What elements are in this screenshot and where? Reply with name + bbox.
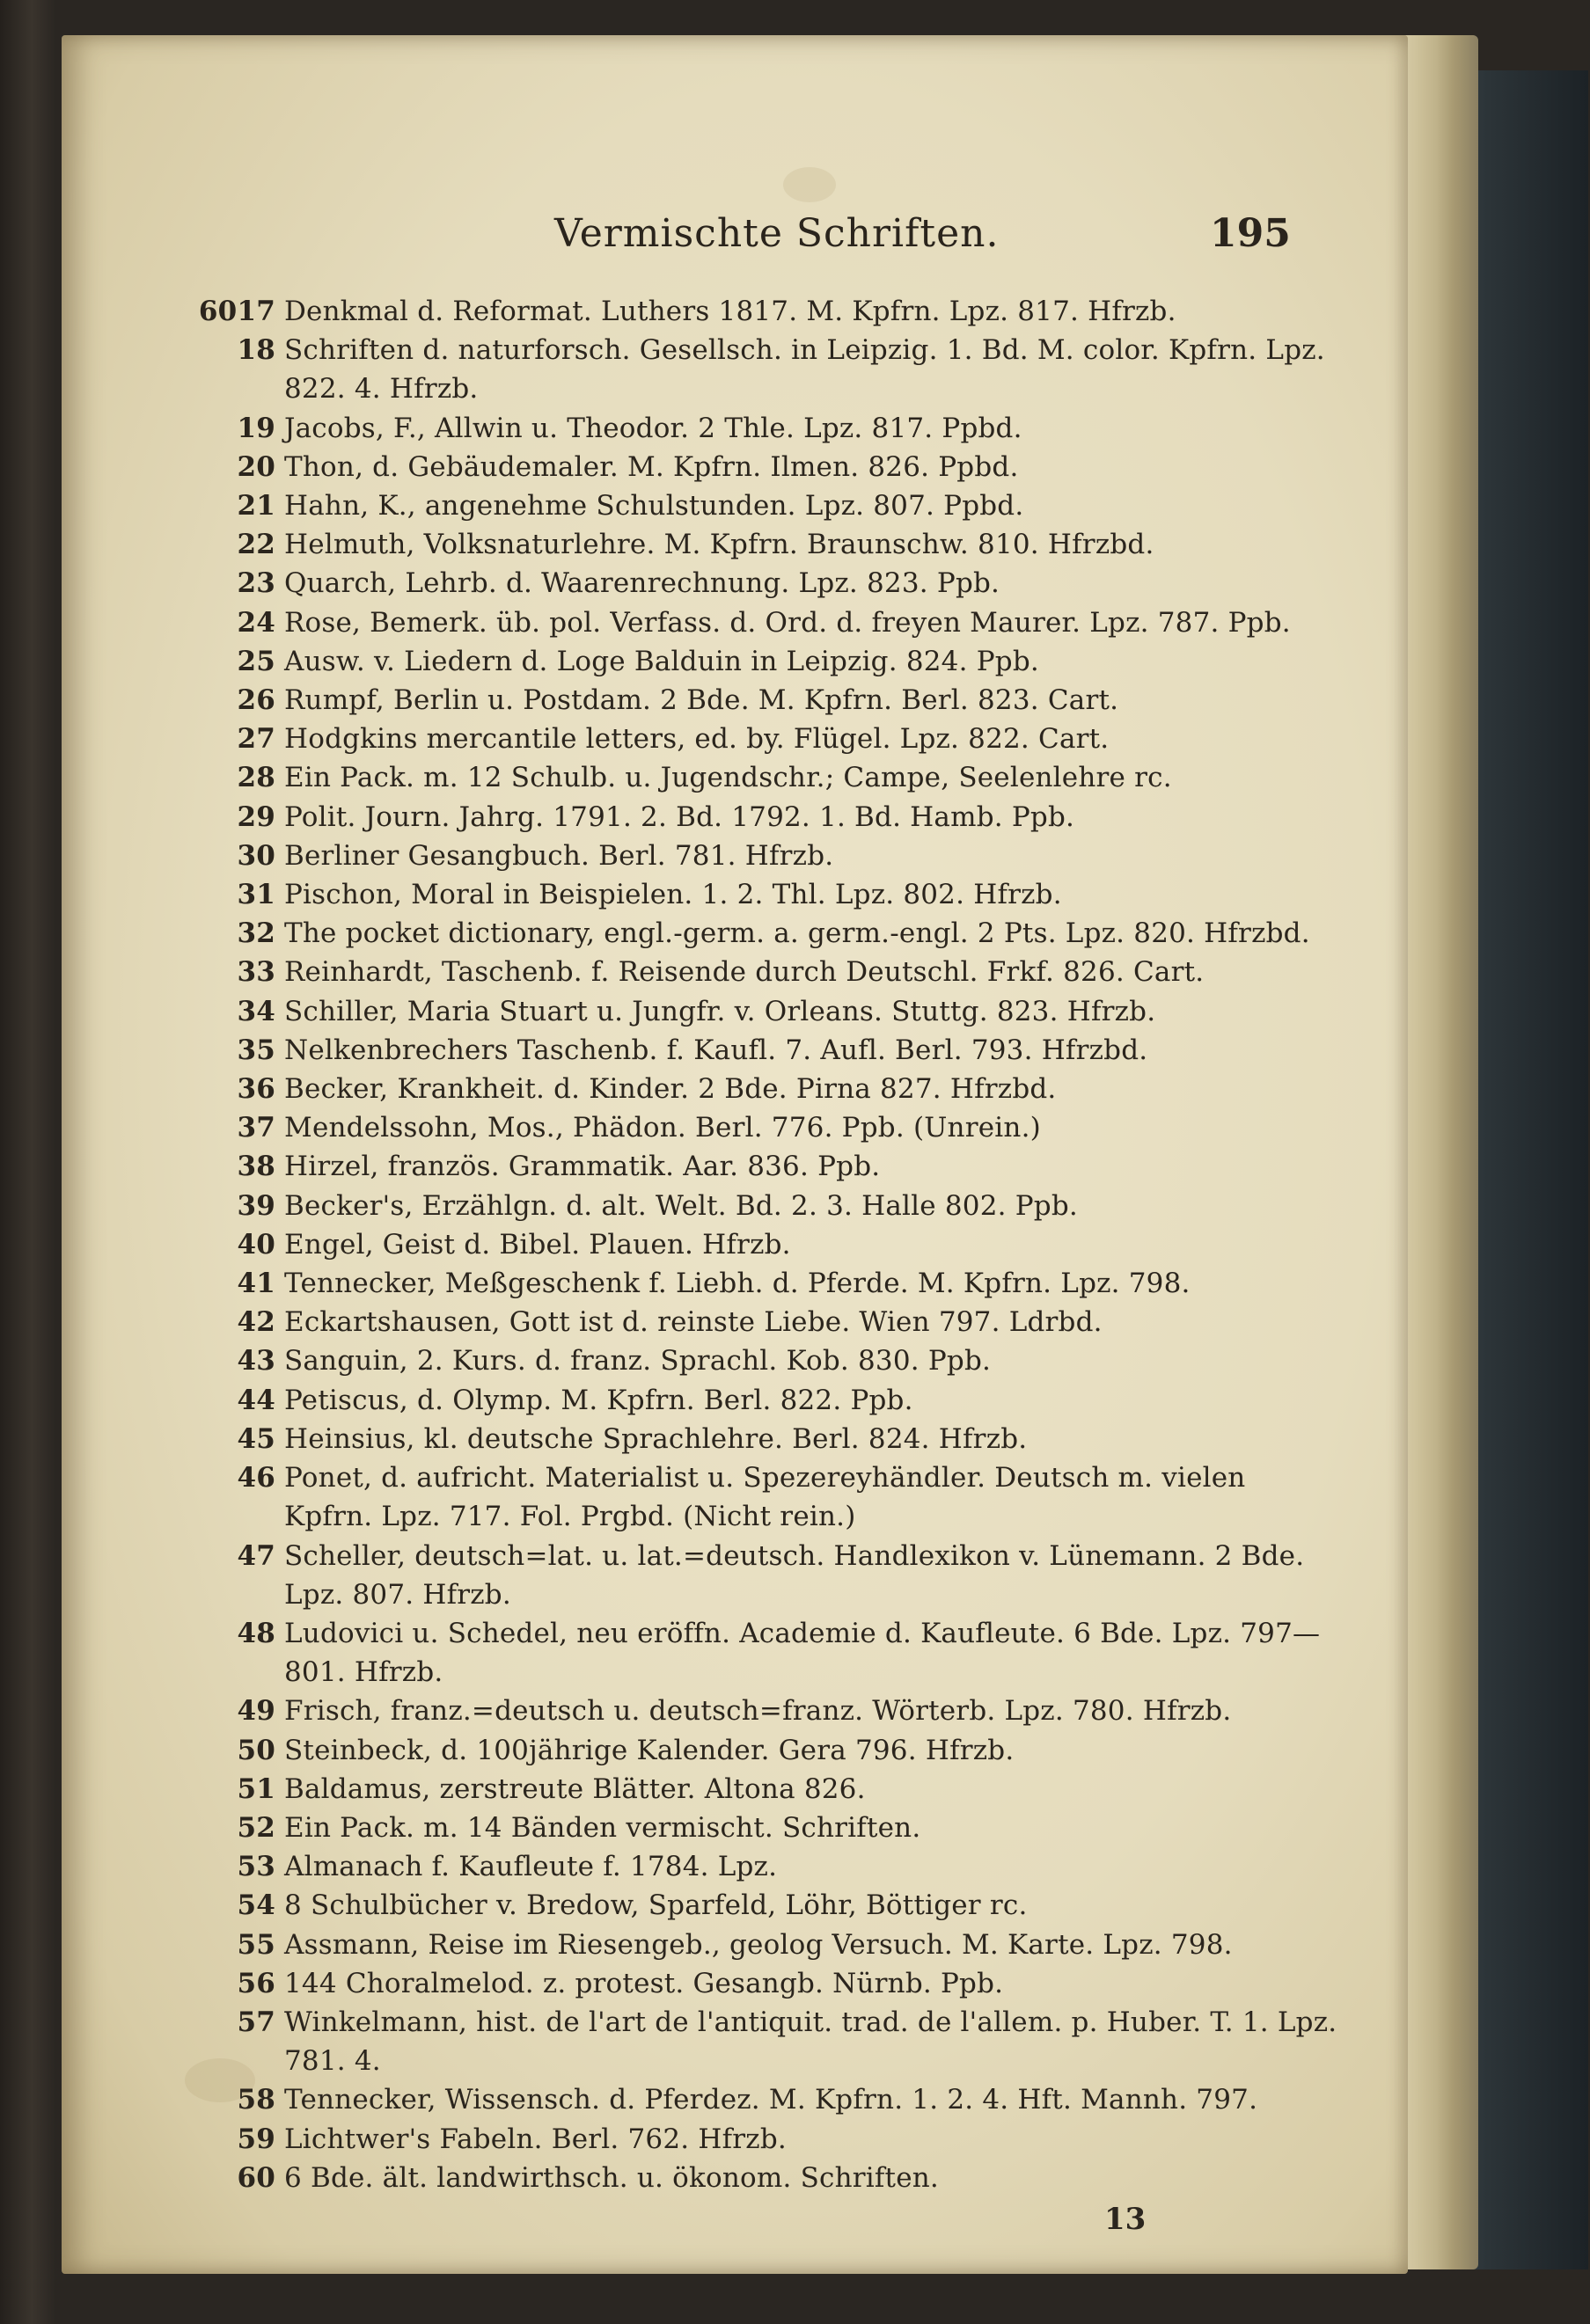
catalog-entry (198, 1147, 1342, 1186)
entry-number: 6017 (198, 296, 275, 327)
foxing-stain (783, 167, 836, 202)
entry-text: Assmann, Reise im Riesengeb., geolog Versuch. M. Karte. Lpz. 798. (284, 1928, 1233, 1961)
entry-text: Steinbeck, d. 100jährige Kalender. Gera 796. Hfrzb. (284, 1734, 1015, 1766)
catalog-entry (198, 331, 1342, 408)
entry-number: 58 (237, 2084, 275, 2116)
entry-text: Pischon, Moral in Beispielen. 1. 2. Thl. Lpz. 802. Hfrzb. (284, 879, 1062, 911)
entry-number: 35 (237, 1034, 275, 1066)
entry-text: Ludovici u. Schedel, neu eröffn. Academie d. Kaufleute. 6 Bde. Lpz. 797—801. Hfrzb. (284, 1617, 1321, 1689)
entry-text: Ausw. v. Liedern d. Loge Balduin in Leipzig. 824. Ppb. (284, 645, 1039, 677)
catalog-entry (198, 2003, 1342, 2080)
entry-text: 6 Bde. ält. landwirthsch. u. ökonom. Schriften. (284, 2161, 939, 2194)
entry-text: Helmuth, Volksnaturlehre. M. Kpfrn. Braunschw. 810. Hfrzbd. (284, 529, 1154, 561)
entry-number: 48 (237, 1617, 275, 1649)
catalog-entry (198, 1614, 1342, 1692)
entry-number: 53 (237, 1851, 275, 1883)
entry-number: 31 (237, 879, 275, 911)
catalog-entry (198, 1458, 1342, 1536)
entry-text: Petiscus, d. Olymp. M. Kpfrn. Berl. 822. Ppb. (284, 1384, 913, 1416)
entry-text: Polit. Journ. Jahrg. 1791. 2. Bd. 1792. 1. Bd. Hamb. Ppb. (284, 800, 1075, 833)
catalog-entry (198, 409, 1342, 448)
catalog-entry (198, 525, 1342, 564)
entry-text: Sanguin, 2. Kurs. d. franz. Sprachl. Kob. 830. Ppb. (284, 1345, 992, 1378)
printer-signature: 13 (1104, 2202, 1147, 2237)
entry-number: 38 (237, 1151, 275, 1183)
catalog-entry (198, 758, 1342, 797)
catalog-entry (198, 603, 1342, 642)
entry-text: 8 Schulbücher v. Bredow, Sparfeld, Löhr, Böttiger rc. (284, 1889, 1028, 1922)
catalog-entry (198, 1420, 1342, 1458)
catalog-entry (198, 1341, 1342, 1380)
entry-text: 144 Choralmelod. z. protest. Gesangb. Nürnb. Ppb. (284, 1967, 1004, 1999)
catalog-entry (198, 1886, 1342, 1925)
catalog-entry (198, 642, 1342, 681)
entry-number: 22 (237, 529, 275, 561)
entry-number: 47 (237, 1539, 275, 1572)
entry-number: 59 (237, 2123, 275, 2155)
catalog-entry (198, 486, 1342, 525)
entry-text: Mendelssohn, Mos., Phädon. Berl. 776. Ppb. (Unrein.) (284, 1112, 1041, 1144)
catalog-entry (198, 1847, 1342, 1886)
catalog-entry (198, 448, 1342, 486)
entry-text: Quarch, Lehrb. d. Waarenrechnung. Lpz. 823. Ppb. (284, 567, 1000, 600)
entry-number: 54 (237, 1889, 275, 1922)
entry-text: Almanach f. Kaufleute f. 1784. Lpz. (284, 1851, 778, 1883)
entry-text: Nelkenbrechers Taschenb. f. Kaufl. 7. Aufl. Berl. 793. Hfrzbd. (284, 1034, 1148, 1066)
entry-text: Heinsius, kl. deutsche Sprachlehre. Berl. 824. Hfrzb. (284, 1422, 1028, 1455)
entry-number: 21 (237, 490, 275, 523)
catalog-entry (198, 953, 1342, 991)
entry-text: Tennecker, Meßgeschenk f. Liebh. d. Pferde. M. Kpfrn. Lpz. 798. (284, 1268, 1191, 1300)
catalog-entry (198, 1537, 1342, 1614)
entry-number: 29 (237, 800, 275, 833)
book-page (62, 35, 1408, 2274)
running-title: Vermischte Schriften. (554, 211, 1000, 256)
entry-number: 60 (237, 2161, 275, 2194)
catalog-entry (198, 875, 1342, 914)
entry-number: 49 (237, 1695, 275, 1728)
entry-text: Tennecker, Wissensch. d. Pferdez. M. Kpfrn. 1. 2. 4. Hft. Mannh. 797. (284, 2084, 1258, 2116)
catalog-entry (198, 1187, 1342, 1225)
entry-number: 51 (237, 1772, 275, 1805)
entry-text: Frisch, franz.=deutsch u. deutsch=franz. Wörterb. Lpz. 780. Hfrzb. (284, 1695, 1232, 1728)
catalog-entry (198, 1303, 1342, 1341)
entry-text: Hirzel, französ. Grammatik. Aar. 836. Ppb. (284, 1151, 881, 1183)
entry-number: 20 (237, 450, 275, 483)
catalog-entry (198, 1381, 1342, 1420)
entry-text: Winkelmann, hist. de l'art de l'antiquit. trad. de l'allem. p. Huber. T. 1. Lpz. 781. 4. (284, 2006, 1337, 2078)
entry-text: Baldamus, zerstreute Blätter. Altona 826. (284, 1772, 866, 1805)
page-number: 195 (1210, 211, 1291, 256)
entry-number: 46 (237, 1462, 275, 1495)
catalog-entry (198, 1731, 1342, 1770)
entry-number: 23 (237, 567, 275, 600)
entry-number: 18 (237, 334, 275, 367)
entry-text: Schiller, Maria Stuart u. Jungfr. v. Orleans. Stuttg. 823. Hfrzb. (284, 995, 1156, 1027)
entry-text: Scheller, deutsch=lat. u. lat.=deutsch. Handlexikon v. Lünemann. 2 Bde. Lpz. 807. Hfrzb. (284, 1539, 1305, 1611)
entry-number: 36 (237, 1073, 275, 1106)
entry-text: Schriften d. naturforsch. Gesellsch. in Leipzig. 1. Bd. M. color. Kpfrn. Lpz. 822. 4. Hfrzb. (284, 334, 1325, 406)
catalog-entry (198, 1108, 1342, 1147)
entry-text: Ein Pack. m. 12 Schulb. u. Jugendschr.; Campe, Seelenlehre rc. (284, 762, 1172, 794)
entry-number: 33 (237, 956, 275, 989)
entry-text: The pocket dictionary, engl.-germ. a. germ.-engl. 2 Pts. Lpz. 820. Hfrzbd. (284, 917, 1310, 950)
entry-number: 24 (237, 606, 275, 639)
catalog-entry (198, 1964, 1342, 2003)
entry-text: Engel, Geist d. Bibel. Plauen. Hfrzb. (284, 1228, 791, 1261)
catalog-entry (198, 681, 1342, 720)
entry-number: 25 (237, 645, 275, 677)
entry-number: 57 (237, 2006, 275, 2038)
entry-text: Berliner Gesangbuch. Berl. 781. Hfrzb. (284, 839, 834, 872)
page-header (62, 211, 1408, 264)
catalog-entry (198, 292, 1342, 331)
catalog-entry (198, 798, 1342, 837)
entry-number: 39 (237, 1189, 275, 1222)
catalog-entry (198, 1031, 1342, 1070)
catalog-entries (198, 292, 1342, 2197)
entry-number: 19 (237, 412, 275, 444)
entry-number: 32 (237, 917, 275, 950)
entry-number: 40 (237, 1228, 275, 1261)
catalog-entry (198, 837, 1342, 875)
entry-number: 50 (237, 1734, 275, 1766)
entry-text: Denkmal d. Reformat. Luthers 1817. M. Kpfrn. Lpz. 817. Hfrzb. (284, 296, 1176, 327)
catalog-entry (198, 1264, 1342, 1303)
catalog-entry (198, 1070, 1342, 1108)
entry-number: 41 (237, 1268, 275, 1300)
entry-text: Jacobs, F., Allwin u. Theodor. 2 Thle. Lpz. 817. Ppbd. (284, 412, 1022, 444)
catalog-entry (198, 564, 1342, 603)
catalog-entry (198, 2159, 1342, 2197)
catalog-entry (198, 1770, 1342, 1809)
entry-number: 55 (237, 1928, 275, 1961)
entry-number: 44 (237, 1384, 275, 1416)
entry-number: 56 (237, 1967, 275, 1999)
catalog-entry (198, 914, 1342, 953)
entry-text: Lichtwer's Fabeln. Berl. 762. Hfrzb. (284, 2123, 787, 2155)
catalog-entry (198, 1809, 1342, 1847)
catalog-entry (198, 1225, 1342, 1264)
entry-number: 34 (237, 995, 275, 1027)
catalog-entry (198, 720, 1342, 758)
entry-text: Ein Pack. m. 14 Bänden vermischt. Schriften. (284, 1811, 921, 1844)
entry-text: Thon, d. Gebäudemaler. M. Kpfrn. Ilmen. 826. Ppbd. (284, 450, 1019, 483)
entry-text: Eckartshausen, Gott ist d. reinste Liebe. Wien 797. Ldrbd. (284, 1306, 1103, 1339)
entry-number: 52 (237, 1811, 275, 1844)
entry-text: Hodgkins mercantile letters, ed. by. Flügel. Lpz. 822. Cart. (284, 723, 1110, 756)
entry-text: Becker's, Erzählgn. d. alt. Welt. Bd. 2. 3. Halle 802. Ppb. (284, 1189, 1078, 1222)
entry-text: Reinhardt, Taschenb. f. Reisende durch Deutschl. Frkf. 826. Cart. (284, 956, 1205, 989)
entry-text: Rumpf, Berlin u. Postdam. 2 Bde. M. Kpfrn. Berl. 823. Cart. (284, 684, 1119, 717)
entry-number: 37 (237, 1112, 275, 1144)
entry-text: Becker, Krankheit. d. Kinder. 2 Bde. Pirna 827. Hfrzbd. (284, 1073, 1057, 1106)
entry-number: 30 (237, 839, 275, 872)
catalog-entry (198, 1692, 1342, 1730)
entry-number: 43 (237, 1345, 275, 1378)
catalog-entry (198, 2080, 1342, 2119)
catalog-entry (198, 992, 1342, 1031)
entry-text: Ponet, d. aufricht. Materialist u. Spezereyhändler. Deutsch m. vielen Kpfrn. Lpz. 717. Fol. Prgbd. (Nicht rein.) (284, 1462, 1246, 1533)
entry-text: Rose, Bemerk. üb. pol. Verfass. d. Ord. d. freyen Maurer. Lpz. 787. Ppb. (284, 606, 1291, 639)
entry-number: 45 (237, 1422, 275, 1455)
entry-number: 42 (237, 1306, 275, 1339)
entry-number: 26 (237, 684, 275, 717)
entry-number: 28 (237, 762, 275, 794)
entry-text: Hahn, K., angenehme Schulstunden. Lpz. 807. Ppbd. (284, 490, 1024, 523)
entry-number: 27 (237, 723, 275, 756)
catalog-entry (198, 2120, 1342, 2159)
catalog-entry (198, 1926, 1342, 1964)
